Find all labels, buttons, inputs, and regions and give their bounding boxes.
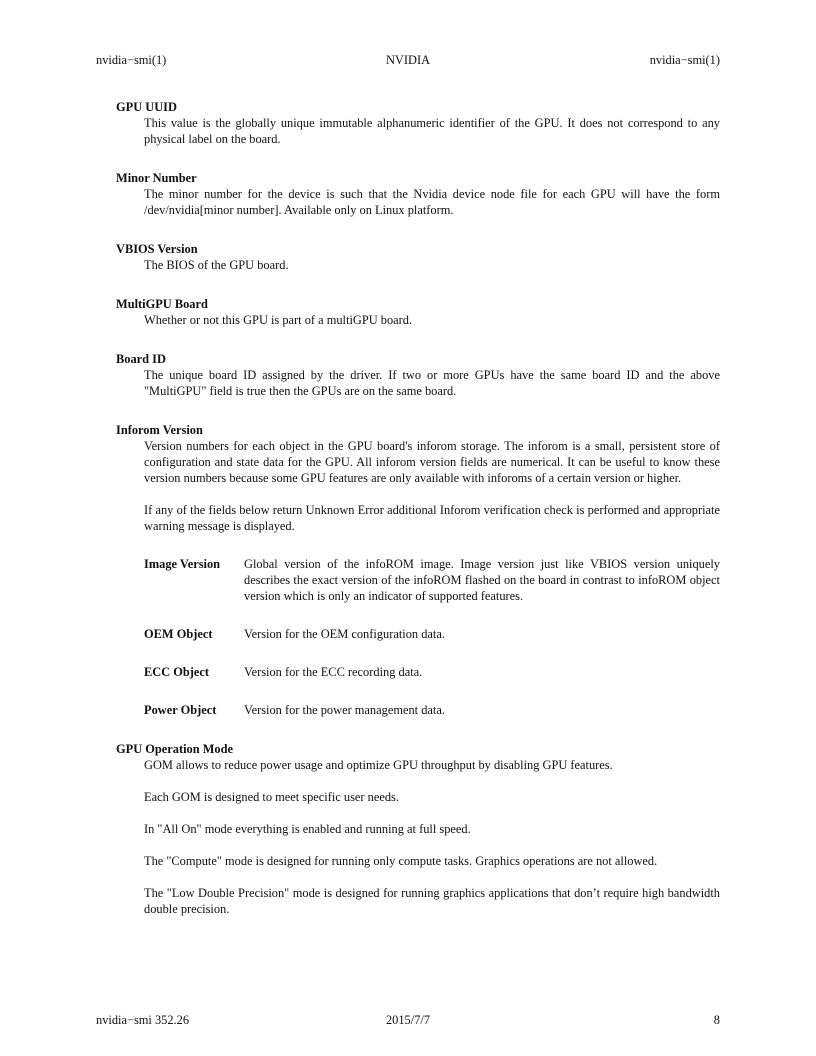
page-footer <box>96 1012 720 1028</box>
section-text: Each GOM is designed to meet specific user needs. <box>144 790 399 804</box>
header-center: NVIDIA <box>385 53 431 67</box>
section-title: Inforom Version <box>116 423 203 437</box>
inforom-item-power-object <box>144 702 720 718</box>
section-board-id <box>116 351 720 399</box>
header-right: nvidia−smi(1) <box>649 53 720 67</box>
item-text: Version for the power management data. <box>244 703 445 717</box>
inforom-item-image-version <box>144 556 720 604</box>
section-text: The BIOS of the GPU board. <box>144 258 289 272</box>
section-title: GPU UUID <box>116 100 177 114</box>
footer-center: 2015/7/7 <box>385 1013 431 1027</box>
item-label: ECC Object <box>144 665 210 679</box>
footer-left: nvidia−smi 352.26 <box>96 1013 190 1027</box>
section-text: This value is the globally unique immutable alphanumeric identifier of the GPU. It does not correspond to any physical label on the board. <box>144 116 720 146</box>
header-left: nvidia−smi(1) <box>96 53 167 67</box>
footer-page-number: 8 <box>713 1013 720 1027</box>
item-text: Version for the ECC recording data. <box>244 665 423 679</box>
inforom-item-oem-object <box>144 626 720 642</box>
section-multigpu-board <box>116 296 720 328</box>
item-text: Version for the OEM configuration data. <box>244 627 445 641</box>
section-gpu-operation-mode <box>116 741 720 917</box>
section-title: GPU Operation Mode <box>116 742 234 756</box>
item-label: OEM Object <box>144 627 213 641</box>
section-text: In "All On" mode everything is enabled and running at full speed. <box>144 822 471 836</box>
section-title: VBIOS Version <box>116 242 198 256</box>
section-text: The "Low Double Precision" mode is designed for running graphics applications that don’t require high bandwidth double precision. <box>144 886 720 916</box>
item-label: Power Object <box>144 703 217 717</box>
page-header <box>96 52 720 68</box>
section-title: MultiGPU Board <box>116 297 208 311</box>
section-title: Minor Number <box>116 171 197 185</box>
section-vbios-version <box>116 241 720 273</box>
inforom-item-ecc-object <box>144 664 720 680</box>
page-content <box>116 99 720 940</box>
section-title: Board ID <box>116 352 166 366</box>
item-label: Image Version <box>144 557 221 571</box>
section-text: The unique board ID assigned by the driver. If two or more GPUs have the same board ID and the above "MultiGPU" field is true then the GPUs are on the same board. <box>144 368 720 398</box>
section-inforom-version <box>116 422 720 718</box>
section-minor-number <box>116 170 720 218</box>
section-text: The "Compute" mode is designed for running only compute tasks. Graphics operations are not allowed. <box>144 854 658 868</box>
section-text: Version numbers for each object in the GPU board's inforom storage. The inforom is a small, persistent store of configuration and state data for the GPU. All inforom version fields are numerical. It can be useful to know these version numbers because some GPU features are only available with inforoms of a certain version or higher. <box>144 439 720 485</box>
section-text: If any of the fields below return Unknown Error additional Inforom verification check is performed and appropriate warning message is displayed. <box>144 503 720 533</box>
section-text: The minor number for the device is such that the Nvidia device node file for each GPU will have the form /dev/nvidia[minor number]. Available only on Linux platform. <box>144 187 720 217</box>
section-gpu-uuid <box>116 99 720 147</box>
item-text: Global version of the infoROM image. Image version just like VBIOS version uniquely describes the exact version of the infoROM flashed on the board in contrast to infoROM object version which is only an indicator of supported features. <box>244 557 720 603</box>
section-text: GOM allows to reduce power usage and optimize GPU throughput by disabling GPU features. <box>144 758 613 772</box>
section-text: Whether or not this GPU is part of a multiGPU board. <box>144 313 413 327</box>
